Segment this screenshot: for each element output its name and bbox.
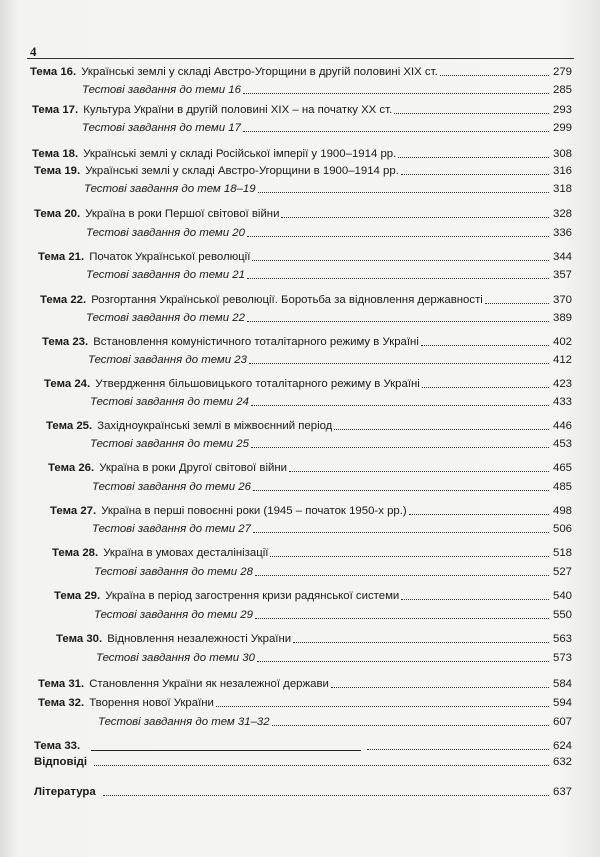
toc-entry-page: 527 bbox=[552, 566, 572, 578]
toc-entry-title: Культура України в другій половині ХІХ – на початку ХХ ст. bbox=[83, 104, 393, 116]
toc-entry bbox=[86, 267, 572, 283]
toc-entry bbox=[44, 376, 572, 392]
toc-entry-title: Відновлення незалежності України bbox=[107, 633, 292, 645]
toc-entry-page: 412 bbox=[552, 354, 572, 366]
toc-entry-test-title: Тестові завдання до теми 30 bbox=[96, 652, 255, 664]
toc-entry-page: 624 bbox=[552, 740, 572, 752]
toc-entry-label: Тема 20. bbox=[34, 208, 81, 220]
dot-leader bbox=[251, 447, 549, 448]
toc-entry bbox=[86, 225, 572, 241]
toc-entry-label: Тема 32. bbox=[38, 697, 85, 709]
dot-leader bbox=[253, 532, 549, 533]
dot-leader bbox=[255, 618, 549, 619]
toc-entry bbox=[96, 650, 572, 666]
toc-entry-label: Тема 30. bbox=[56, 633, 103, 645]
toc-entry-test-title: Тестові завдання до теми 23 bbox=[88, 354, 247, 366]
toc-entry-test-title: Тестові завдання до теми 24 bbox=[90, 396, 249, 408]
toc-entry-test-title: Тестові завдання до теми 22 bbox=[86, 312, 245, 324]
toc-entry-label: Тема 23. bbox=[42, 336, 89, 348]
toc-entry-page: 318 bbox=[552, 183, 572, 195]
toc-entry bbox=[92, 479, 572, 495]
toc-entry-page: 316 bbox=[552, 165, 572, 177]
blank-title-line bbox=[91, 750, 361, 751]
toc-entry-page: 370 bbox=[552, 294, 572, 306]
toc-entry-title: Україна в перші повоєнні роки (1945 – початок 1950-х рр.) bbox=[101, 505, 407, 517]
toc-entry-test-title: Тестові завдання до теми 16 bbox=[82, 84, 241, 96]
toc-entry bbox=[82, 120, 572, 136]
toc-entry-test-title: Тестові завдання до теми 29 bbox=[94, 609, 253, 621]
dot-leader bbox=[422, 387, 549, 388]
toc-entry-label: Література bbox=[34, 786, 96, 798]
toc-entry-label: Тема 25. bbox=[46, 420, 93, 432]
toc-entry-page: 308 bbox=[552, 148, 572, 160]
toc-entry bbox=[30, 64, 572, 80]
toc-entry-page: 389 bbox=[552, 312, 572, 324]
dot-leader bbox=[243, 93, 549, 94]
dot-leader bbox=[247, 278, 549, 279]
toc-entry bbox=[94, 607, 572, 623]
toc-entry-title: Утвердження більшовицького тоталітарного режиму в Україні bbox=[95, 378, 420, 390]
dot-leader bbox=[255, 575, 549, 576]
toc-entry-page: 465 bbox=[552, 462, 572, 474]
toc-entry-label: Тема 18. bbox=[32, 148, 79, 160]
toc-entry-title: Українські землі у складі Російської імперії у 1900–1914 рр. bbox=[83, 148, 397, 160]
toc-entry bbox=[52, 545, 572, 561]
dot-leader bbox=[367, 749, 549, 750]
toc-entry-test-title: Тестові завдання до теми 25 bbox=[90, 438, 249, 450]
toc-entry-page: 540 bbox=[552, 590, 572, 602]
dot-leader bbox=[243, 131, 549, 132]
toc-entry-title: Розгортання Української революції. Боротьба за відновлення державності bbox=[91, 294, 483, 306]
toc-entry-title: Становлення України як незалежної держави bbox=[89, 678, 329, 690]
toc-entry-label: Тема 31. bbox=[38, 678, 85, 690]
dot-leader bbox=[94, 765, 549, 766]
toc-entry-page: 279 bbox=[552, 66, 572, 78]
dot-leader bbox=[251, 405, 549, 406]
toc-entry-page: 293 bbox=[552, 104, 572, 116]
dot-leader bbox=[334, 429, 549, 430]
toc-entry-page: 632 bbox=[552, 756, 572, 768]
dot-leader bbox=[440, 75, 549, 76]
dot-leader bbox=[281, 217, 549, 218]
dot-leader bbox=[247, 236, 549, 237]
toc-entry bbox=[38, 695, 572, 711]
toc-entry-title: Україна в період загострення кризи радянської системи bbox=[105, 590, 400, 602]
toc-entry-label: Тема 17. bbox=[32, 104, 79, 116]
toc-entry-page: 506 bbox=[552, 523, 572, 535]
toc-entry-title: Українські землі у складі Австро-Угорщини в другій половині ХІХ ст. bbox=[81, 66, 438, 78]
toc-entry bbox=[54, 588, 572, 604]
toc-entry-title: Українські землі у складі Австро-Угорщини в 1900–1914 рр. bbox=[85, 165, 399, 177]
dot-leader bbox=[216, 706, 549, 707]
toc-entry bbox=[42, 334, 572, 350]
toc-entry bbox=[34, 754, 572, 770]
toc-entry bbox=[40, 292, 572, 308]
toc-entry-page: 344 bbox=[552, 251, 572, 263]
toc-entry bbox=[34, 163, 572, 179]
toc-entry bbox=[50, 503, 572, 519]
toc-entry bbox=[32, 146, 572, 162]
toc-entry-label: Тема 28. bbox=[52, 547, 99, 559]
dot-leader bbox=[421, 345, 549, 346]
dot-leader bbox=[409, 514, 549, 515]
toc-entry-test-title: Тестові завдання до тем 31–32 bbox=[98, 716, 270, 728]
toc-entry-page: 485 bbox=[552, 481, 572, 493]
toc-entry-page: 453 bbox=[552, 438, 572, 450]
toc-entry bbox=[94, 564, 572, 580]
toc-entry-page: 433 bbox=[552, 396, 572, 408]
toc-entry-test-title: Тестові завдання до теми 27 bbox=[92, 523, 251, 535]
toc-entry bbox=[34, 784, 572, 800]
dot-leader bbox=[293, 642, 549, 643]
toc-entry-label: Відповіді bbox=[34, 756, 88, 768]
dot-leader bbox=[485, 303, 549, 304]
toc-entry bbox=[38, 249, 572, 265]
toc-entry-test-title: Тестові завдання до теми 28 bbox=[94, 566, 253, 578]
toc-entry-test-title: Тестові завдання до теми 17 bbox=[82, 122, 241, 134]
toc-entry bbox=[32, 102, 572, 118]
toc-entry-page: 328 bbox=[552, 208, 572, 220]
toc-entry bbox=[88, 352, 572, 368]
dot-leader bbox=[270, 556, 549, 557]
toc-entry-page: 357 bbox=[552, 269, 572, 281]
toc-entry-page: 594 bbox=[552, 697, 572, 709]
toc-entry-page: 285 bbox=[552, 84, 572, 96]
toc-entry bbox=[90, 394, 572, 410]
toc-entry-test-title: Тестові завдання до тем 18–19 bbox=[84, 183, 256, 195]
toc-entry-page: 584 bbox=[552, 678, 572, 690]
dot-leader bbox=[103, 795, 549, 796]
toc-entry-page: 299 bbox=[552, 122, 572, 134]
toc-entry bbox=[82, 82, 572, 98]
dot-leader bbox=[258, 192, 549, 193]
toc-entry bbox=[46, 418, 572, 434]
toc-entry bbox=[86, 310, 572, 326]
toc-entry-page: 573 bbox=[552, 652, 572, 664]
toc-entry-label: Тема 29. bbox=[54, 590, 101, 602]
toc-entry bbox=[84, 181, 572, 197]
toc-entry-page: 402 bbox=[552, 336, 572, 348]
dot-leader bbox=[247, 321, 549, 322]
dot-leader bbox=[331, 687, 549, 688]
toc-entry bbox=[38, 676, 572, 692]
toc-entry-page: 607 bbox=[552, 716, 572, 728]
toc-entry-title: Західноукраїнські землі в міжвоєнний період bbox=[97, 420, 333, 432]
toc-entry-page: 563 bbox=[552, 633, 572, 645]
dot-leader bbox=[398, 157, 549, 158]
toc-entry-label: Тема 22. bbox=[40, 294, 87, 306]
toc-entry-title: Україна в умовах десталінізації bbox=[103, 547, 269, 559]
toc-entry-test-title: Тестові завдання до теми 21 bbox=[86, 269, 245, 281]
toc-entry-title: Творення нової України bbox=[89, 697, 214, 709]
toc-entry-page: 423 bbox=[552, 378, 572, 390]
dot-leader bbox=[401, 174, 549, 175]
toc-entry bbox=[48, 460, 572, 476]
toc-entry bbox=[92, 521, 572, 537]
toc-entry-page: 637 bbox=[552, 786, 572, 798]
dot-leader bbox=[249, 363, 549, 364]
toc-entry-title: Встановлення комуністичного тоталітарного режиму в Україні bbox=[93, 336, 419, 348]
toc-entry bbox=[34, 738, 572, 754]
dot-leader bbox=[289, 471, 549, 472]
toc-entry-title: Україна в роки Першої світової війни bbox=[85, 208, 280, 220]
toc-entry-title: Україна в роки Другої світової війни bbox=[99, 462, 287, 474]
toc-entry-label: Тема 26. bbox=[48, 462, 95, 474]
toc-entry bbox=[98, 714, 572, 730]
toc-entry-label: Тема 16. bbox=[30, 66, 77, 78]
dot-leader bbox=[272, 725, 549, 726]
toc-entry-label: Тема 21. bbox=[38, 251, 85, 263]
dot-leader bbox=[394, 113, 549, 114]
toc-entry-label: Тема 27. bbox=[50, 505, 97, 517]
toc-entry-page: 446 bbox=[552, 420, 572, 432]
dot-leader bbox=[257, 661, 549, 662]
toc-entry-label: Тема 19. bbox=[34, 165, 81, 177]
toc-entry-test-title: Тестові завдання до теми 20 bbox=[86, 227, 245, 239]
toc-entry-page: 518 bbox=[552, 547, 572, 559]
dot-leader bbox=[401, 599, 549, 600]
page-number: 4 bbox=[30, 44, 37, 59]
toc-entry-page: 336 bbox=[552, 227, 572, 239]
toc-entry-page: 550 bbox=[552, 609, 572, 621]
toc-entry-test-title: Тестові завдання до теми 26 bbox=[92, 481, 251, 493]
toc-entry bbox=[56, 631, 572, 647]
dot-leader bbox=[253, 490, 549, 491]
toc-entry bbox=[34, 206, 572, 222]
toc-entry-title: Початок Української революції bbox=[89, 251, 251, 263]
toc-entry-label: Тема 33. bbox=[34, 740, 81, 752]
toc-entry bbox=[90, 436, 572, 452]
toc-entry-label: Тема 24. bbox=[44, 378, 91, 390]
toc-entry-page: 498 bbox=[552, 505, 572, 517]
dot-leader bbox=[252, 260, 549, 261]
